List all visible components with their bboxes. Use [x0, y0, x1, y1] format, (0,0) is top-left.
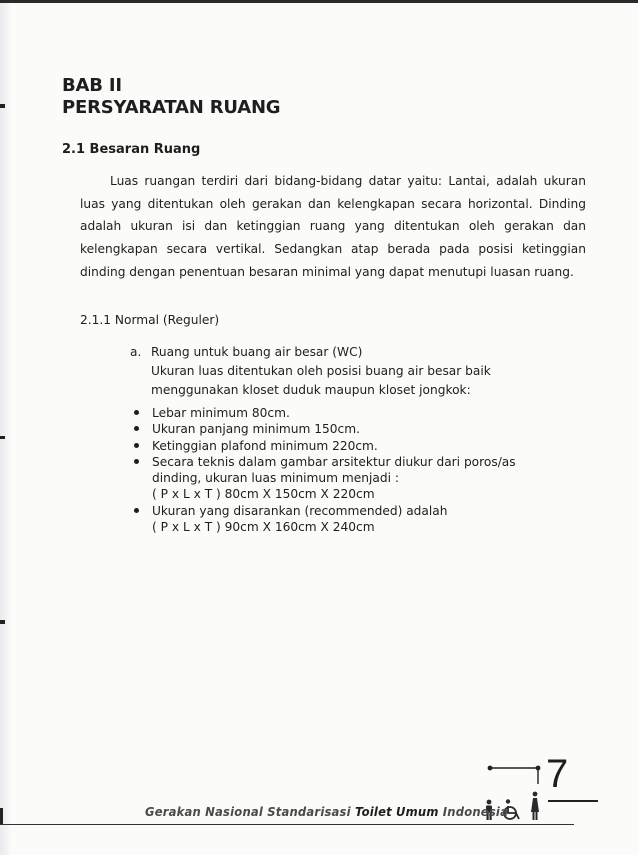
list-item-text: Ukuran panjang minimum 150cm. [152, 422, 360, 437]
page-number: 7 [546, 752, 569, 796]
footer-text-part: Gerakan Nasional Standarisasi [145, 804, 356, 819]
list-marker: a. [130, 345, 142, 359]
chapter-heading [62, 75, 280, 119]
margin-mark [0, 620, 5, 624]
footer-title [145, 804, 508, 819]
item-desc-line: Ukuran luas ditentukan oleh posisi buang air besar baik [151, 364, 491, 378]
footer-rule [0, 824, 574, 825]
list-item [132, 421, 552, 437]
list-item-text: Lebar minimum 80cm. [152, 406, 290, 420]
list-item-text: Secara teknis dalam gambar arsitektur diukur dari poros/as [152, 454, 516, 469]
bullet-icon [134, 410, 139, 415]
list-item-text: Ukuran yang disarankan (recommended) adalah [152, 503, 448, 518]
footer-text-part: Toilet Umum [355, 804, 443, 819]
requirements-list [132, 405, 552, 535]
item-title: Ruang untuk buang air besar (WC) [151, 345, 363, 359]
intro-paragraph: Luas ruangan terdiri dari bidang-bidang datar yaitu: Lantai, adalah ukuran luas yang ditentukan oleh gerakan dan kelengkapan secara horizontal. Dinding adalah ukuran isi dan ketinggian ruang yang ditentukan oleh gerakan dan kelengkapan secara vertikal. Sedangkan atap berada pada posisi ketinggian dinding dengan penentuan besaran minimal yang dapat menutupi luasan ruang. [80, 174, 586, 279]
list-item-text: ( P x L x T ) 80cm X 150cm X 220cm [152, 487, 375, 502]
subsection-title: 2.1.1 Normal (Reguler) [80, 313, 220, 327]
list-item-text: dinding, ukuran luas minimum menjadi : [152, 471, 399, 486]
footer-text-part: Indonesia [442, 804, 509, 819]
bullet-icon [134, 459, 139, 464]
list-item [132, 454, 552, 503]
scan-top-edge [0, 0, 638, 3]
woman-icon [531, 792, 539, 820]
section-title: 2.1 Besaran Ruang [62, 142, 201, 157]
bullet-icon [134, 426, 139, 431]
margin-mark [0, 104, 5, 108]
margin-mark [0, 436, 5, 439]
chapter-title: PERSYARATAN RUANG [62, 97, 281, 118]
list-item-text: ( P x L x T ) 90cm X 160cm X 240cm [152, 520, 375, 535]
scan-edge [0, 0, 11, 855]
list-item [132, 503, 552, 536]
bullet-icon [134, 443, 139, 448]
list-item-text: Ketinggian plafond minimum 220cm. [152, 438, 378, 453]
margin-mark [0, 808, 3, 824]
list-item [132, 405, 552, 421]
page-number-rule [548, 800, 598, 802]
chapter-number: BAB II [62, 75, 122, 96]
item-desc-line: menggunakan kloset duduk maupun kloset jongkok: [151, 383, 471, 397]
list-item [132, 438, 552, 454]
bullet-icon [134, 508, 139, 513]
